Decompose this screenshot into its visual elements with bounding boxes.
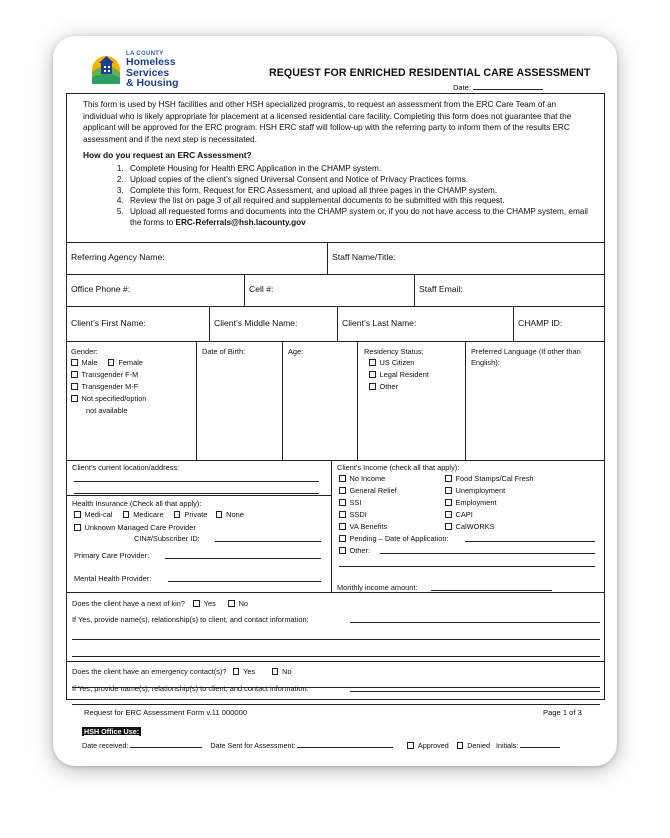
referring-agency-field[interactable]: Referring Agency Name:: [67, 243, 328, 275]
other-income-field[interactable]: [380, 553, 595, 554]
emergency-details-field[interactable]: [350, 691, 600, 692]
not-specified-checkbox[interactable]: [71, 395, 78, 402]
date-field[interactable]: Date:: [453, 83, 543, 92]
office-phone-field[interactable]: Office Phone #:: [67, 275, 245, 307]
emergency-no-checkbox[interactable]: [272, 668, 279, 675]
transgender-fm-checkbox[interactable]: [71, 371, 78, 378]
income-block: Client’s Income (check all that apply): No Income General Relief SSI SSDI VA Benefits Food Stamps/Cal Fresh Unemployment Employment CAPI CalWORKS Pending – Date of Application: Other: Monthly income amount:: [332, 461, 605, 593]
office-use-row: Date received: Date Sent for Assessment: Approved Denied Initials:: [82, 741, 560, 750]
none-checkbox[interactable]: [216, 511, 223, 518]
form-title: REQUEST FOR ENRICHED RESIDENTIAL CARE ASSESSMENT: [269, 67, 591, 79]
logo-text: LA COUNTY Homeless Services & Housing: [126, 51, 179, 89]
hsh-logo: [88, 50, 208, 90]
emergency-yes-checkbox[interactable]: [233, 668, 240, 675]
general-relief-checkbox[interactable]: [339, 487, 346, 494]
kin-yes-checkbox[interactable]: [193, 600, 200, 607]
step-item: 1. Complete Housing for Health ERC Application in the CHAMP system.: [126, 164, 588, 175]
private-checkbox[interactable]: [174, 511, 181, 518]
steps-list: [126, 164, 588, 229]
client-form: Referring Agency Name: Staff Name/Title: Office Phone #: Cell #: Staff Email: Client’s First Name: Client’s Middle Name: Client’s Last Name: CHAMP ID: Gender: Male Female Transgender F-M Transgender M-F Not specified/option not available Date of Birth: Age: Residency Status: US Citizen Legal Resident Other Preferred Language (If other than English): Client’s current location/address: Health Insurance (Check all that apply): Medi-cal Medicare Private None Unknown Managed Care Provider CIN#/Subscriber ID: Primary Care Provider: Mental Health Provider: Client’s Income (check all that apply): No Income General Relief SSI SSDI VA Benefits Food Stamps/Cal Fresh Unemployment Employment CAPI CalWORKS Pending – Date of Application: Other: Monthly income amount: Does the client have a next of kin? Yes No If Yes, provide name(s), relationship(s) to client, and contact information: Does the client have an emergency contact(s)? Yes No If Yes, provide name(s), relationship(s) to client, and contact information:: [66, 242, 605, 700]
other-residency-checkbox[interactable]: [369, 383, 376, 390]
first-name-field[interactable]: Client’s First Name:: [67, 307, 210, 342]
intro-question: How do you request an ERC Assessment?: [83, 150, 252, 161]
male-checkbox[interactable]: [71, 359, 78, 366]
us-citizen-checkbox[interactable]: [369, 359, 376, 366]
preferred-language-field[interactable]: Preferred Language (If other than English):: [466, 342, 605, 461]
sun-house-logo-icon: [88, 50, 124, 86]
intro-paragraph: This form is used by HSH facilities and other HSH specialized programs, to request an assessment from the ERC Care Team of an individual who is likely appropriate for placement at a licensed residential care facility. Completing this form does not guarantee that the applicant will be approved for the ERC program. HSH ERC staff will follow-up with the referring party to inform them of the results ERC assessment and if the next step is necessitated.: [83, 100, 572, 144]
approved-checkbox[interactable]: [407, 742, 414, 749]
emergency-question: Does the client have an emergency contact(s)? Yes No: [72, 667, 292, 676]
unemployment-checkbox[interactable]: [445, 487, 452, 494]
date-received-field[interactable]: [130, 741, 202, 748]
application-date-field[interactable]: [465, 541, 595, 542]
intro-section: [66, 93, 605, 242]
residency-group: Residency Status: US Citizen Legal Resident Other: [358, 342, 466, 461]
step-item: 5. Upload all requested forms and documents into the CHAMP system or, if you do not have access to the CHAMP system, email the forms to ERC-Referrals@hsh.lacounty.gov: [126, 207, 588, 229]
staff-email-field[interactable]: Staff Email:: [415, 275, 605, 307]
step-item: 2. Upload copies of the client’s signed Universal Consent and Notice of Privacy Practices forms.: [126, 175, 588, 186]
email-link[interactable]: ERC-Referrals@hsh.lacounty.gov: [175, 217, 306, 227]
capi-checkbox[interactable]: [445, 511, 452, 518]
cin-field[interactable]: [215, 541, 321, 542]
last-name-field[interactable]: Client’s Last Name:: [338, 307, 514, 342]
location-line[interactable]: [74, 493, 319, 494]
office-use-label: HSH Office Use:: [84, 727, 140, 736]
champ-id-field[interactable]: CHAMP ID:: [514, 307, 605, 342]
emergency-details-line[interactable]: [72, 704, 600, 705]
primary-care-field[interactable]: [165, 558, 321, 559]
emergency-details-line[interactable]: [72, 687, 600, 688]
form-page: [53, 36, 617, 766]
cell-phone-field[interactable]: Cell #:: [245, 275, 415, 307]
kin-details-line[interactable]: [72, 639, 600, 640]
ssi-checkbox[interactable]: [339, 499, 346, 506]
legal-resident-checkbox[interactable]: [369, 371, 376, 378]
kin-details-field[interactable]: [350, 622, 600, 623]
staff-name-field[interactable]: Staff Name/Title:: [328, 243, 605, 275]
unknown-provider-checkbox[interactable]: [74, 524, 81, 531]
pending-checkbox[interactable]: [339, 535, 346, 542]
medi-cal-checkbox[interactable]: [74, 511, 81, 518]
denied-checkbox[interactable]: [457, 742, 464, 749]
initials-field[interactable]: [520, 741, 560, 748]
ssdi-checkbox[interactable]: [339, 511, 346, 518]
location-insurance-block: Client’s current location/address: Health Insurance (Check all that apply): Medi-cal Medicare Private None Unknown Managed Care Provider CIN#/Subscriber ID: Primary Care Provider: Mental Health Provider:: [67, 461, 332, 593]
food-stamps-checkbox[interactable]: [445, 475, 452, 482]
monthly-income-field[interactable]: [431, 590, 552, 591]
page-number: Page 1 of 3: [543, 708, 582, 717]
kin-details-line[interactable]: [72, 656, 600, 657]
other-income-checkbox[interactable]: [339, 547, 346, 554]
dob-field[interactable]: Date of Birth:: [197, 342, 283, 461]
employment-checkbox[interactable]: [445, 499, 452, 506]
step-item: 4. Review the list on page 3 of all required and supplemental documents to be submitted with this request.: [126, 196, 588, 207]
female-checkbox[interactable]: [108, 359, 115, 366]
kin-no-checkbox[interactable]: [228, 600, 235, 607]
age-field[interactable]: Age:: [283, 342, 358, 461]
transgender-mf-checkbox[interactable]: [71, 383, 78, 390]
medicare-checkbox[interactable]: [123, 511, 130, 518]
no-income-checkbox[interactable]: [339, 475, 346, 482]
other-income-line[interactable]: [339, 566, 595, 567]
location-line[interactable]: [74, 481, 319, 482]
middle-name-field[interactable]: Client’s Middle Name:: [210, 307, 338, 342]
va-benefits-checkbox[interactable]: [339, 523, 346, 530]
mental-health-field[interactable]: [168, 581, 321, 582]
step-item: 3. Complete this form, Request for ERC Assessment, and upload all three pages in the CHAMP system.: [126, 186, 588, 197]
gender-group: Gender: Male Female Transgender F-M Transgender M-F Not specified/option not available: [67, 342, 197, 461]
date-sent-field[interactable]: [297, 741, 393, 748]
calworks-checkbox[interactable]: [445, 523, 452, 530]
form-id: Request for ERC Assessment Form v.11 000000: [84, 708, 248, 717]
kin-question: Does the client have a next of kin? Yes No: [72, 599, 249, 608]
